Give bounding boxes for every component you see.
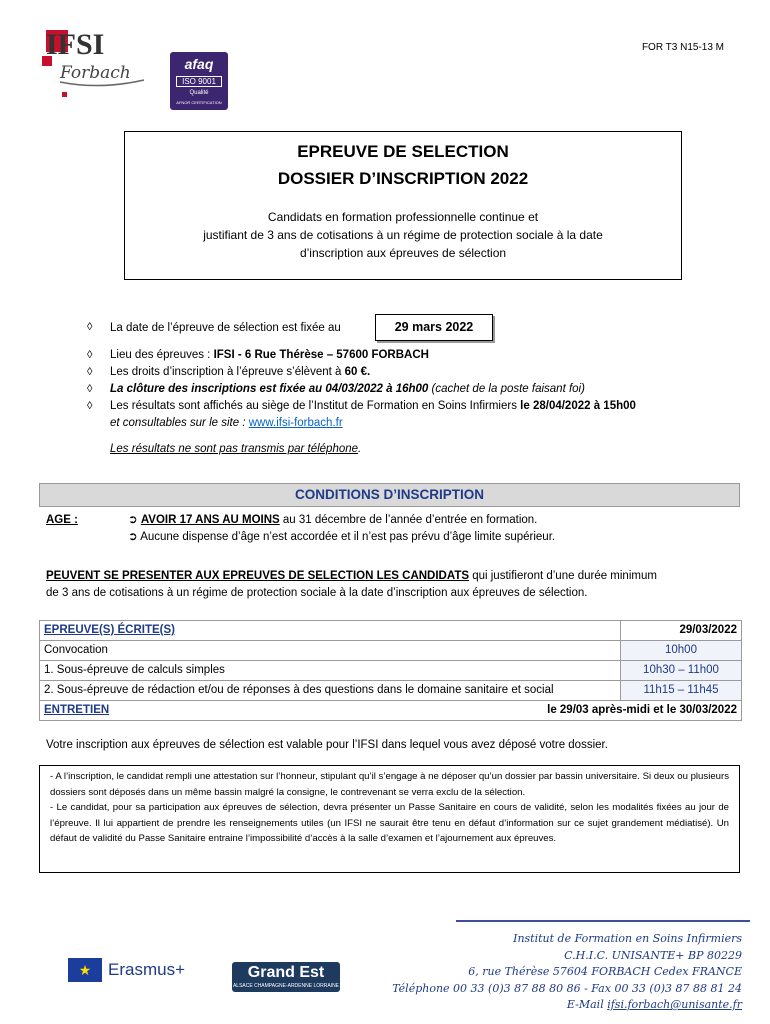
svg-text:Forbach: Forbach — [60, 63, 131, 83]
diamond-bullet-icon: ◊ — [87, 321, 93, 333]
title-box — [124, 131, 682, 280]
title-subtitle: Candidats en formation professionnelle continue et justifiant de 3 ans de cotisations à un régime de protection sociale à la date d’inscription aux épreuves de sélection — [203, 210, 603, 260]
table-row — [40, 621, 742, 641]
title-line-1: EPREUVE DE SELECTION — [297, 142, 509, 161]
registration-deadline: La clôture des inscriptions est fixée au 04/03/2022 à 16h00 (cachet de la poste faisant foi) — [110, 383, 585, 395]
written-exam-header: EPREUVE(S) ÉCRITE(S) — [40, 621, 621, 641]
age-requirement: ➲ AVOIR 17 ANS AU MOINS au 31 décembre de l’année d’entrée en formation. — [128, 514, 538, 526]
validity-note: Votre inscription aux épreuves de sélection est valable pour l’IFSI dans lequel vous avez déposé votre dossier. — [46, 739, 608, 751]
svg-text:IFSI: IFSI — [46, 28, 105, 61]
phone-results-note: Les résultats ne sont pas transmis par téléphone. — [110, 443, 362, 455]
written-exam-date: 29/03/2022 — [621, 621, 742, 641]
exam-location: Lieu des épreuves : IFSI - 6 Rue Thérèse – 57600 FORBACH — [110, 349, 429, 361]
table-row: 2. Sous-épreuve de rédaction et/ou de réponses à des questions dans le domaine sanitaire et social 11h15 – 11h45 — [40, 681, 742, 701]
email-link[interactable]: ifsi.forbach@unisante.fr — [607, 998, 742, 1011]
diamond-bullet-icon: ◊ — [87, 366, 93, 378]
age-no-exemption: ➲ Aucune dispense d’âge n’est accordée et il n’est pas prévu d’âge limite supérieur. — [128, 531, 556, 543]
table-row: 1. Sous-épreuve de calculs simples 10h30 – 11h00 — [40, 661, 742, 681]
results-website: et consultables sur le site : www.ifsi-forbach.fr — [110, 417, 343, 429]
eu-flag-icon: ★ — [68, 958, 102, 982]
exam-date-box: 29 mars 2022 — [375, 314, 493, 341]
conditions-heading: CONDITIONS D’INSCRIPTION — [39, 483, 740, 507]
note-paragraph-1: - A l’inscription, le candidat rempli une attestation sur l’honneur, stipulant qu’il s’engage à ne déposer qu’un dossier par bassin universitaire. Si deux ou plusieurs dossiers sont déposés dans un même bassin malgré la consigne, le contrevenant se verra exclu de la sélection. — [50, 771, 729, 798]
title-line-2: DOSSIER D’INSCRIPTION 2022 — [277, 169, 529, 188]
eligibility-text: PEUVENT SE PRESENTER AUX EPREUVES DE SELECTION LES CANDIDATS qui justifieront d’une durée minimum — [46, 570, 657, 582]
exam-date-label: La date de l’épreuve de sélection est fixée au — [110, 322, 341, 334]
afaq-iso9001-logo: afaq ISO 9001 Qualité AFNOR CERTIFICATION — [170, 52, 228, 110]
note-paragraph-2: - Le candidat, pour sa participation aux épreuves de sélection, devra présenter un Passe Sanitaire en cours de validité, selon les modalités fixées au jour de l’épreuve. Il lui appartient de prendre les renseignements utiles (un IFSI ne saurait être tenu en défaut d’information sur ce sujet grandement médiatisé). Un défaut de validité du Passe Sanitaire entraine l’impossibilité d’accès à la salle d’examen et l’ajournement aux épreuves. — [50, 802, 729, 845]
interview-header: ENTRETIEN — [44, 704, 110, 716]
table-row: Convocation 10h00 — [40, 641, 742, 661]
diamond-bullet-icon: ◊ — [87, 349, 93, 361]
footer-divider — [456, 920, 750, 922]
registration-fee: Les droits d’inscription à l’épreuve s’élèvent à 60 €. — [110, 366, 371, 378]
age-label: AGE : — [46, 514, 78, 526]
interview-date: le 29/03 après-midi et le 30/03/2022 — [547, 704, 737, 716]
arrow-icon: ➲ — [128, 514, 138, 526]
footer-address: Institut de Formation en Soins Infirmiers C.H.I.C. UNISANTE+ BP 80229 6, rue Thérèse 57604 FORBACH Cedex FRANCE Téléphone 00 33 (0)3 87 88 80 86 - Fax 00 33 (0)3 87 88 81 24 E-Mail ifsi.forbach@unisante.fr — [392, 932, 742, 1011]
diamond-bullet-icon: ◊ — [87, 383, 93, 395]
grand-est-logo: Grand Est ALSACE CHAMPAGNE-ARDENNE LORRAINE — [232, 962, 340, 992]
exam-schedule-table — [39, 620, 742, 721]
ifsi-forbach-logo — [40, 26, 152, 106]
erasmus-logo: ★ Erasmus+ — [68, 956, 198, 986]
diamond-bullet-icon: ◊ — [87, 400, 93, 412]
website-link[interactable]: www.ifsi-forbach.fr — [248, 417, 343, 429]
results-info: Les résultats sont affichés au siège de l’Institut de Formation en Soins Infirmiers le 28/04/2022 à 15h00 — [110, 400, 636, 412]
arrow-icon: ➲ — [128, 531, 138, 543]
eligibility-text-2: de 3 ans de cotisations à un régime de protection sociale à la date d’inscription aux épreuves de sélection. — [46, 587, 588, 599]
table-row — [40, 701, 742, 721]
notes-box — [39, 765, 740, 873]
document-reference: FOR T3 N15-13 M — [641, 42, 724, 53]
